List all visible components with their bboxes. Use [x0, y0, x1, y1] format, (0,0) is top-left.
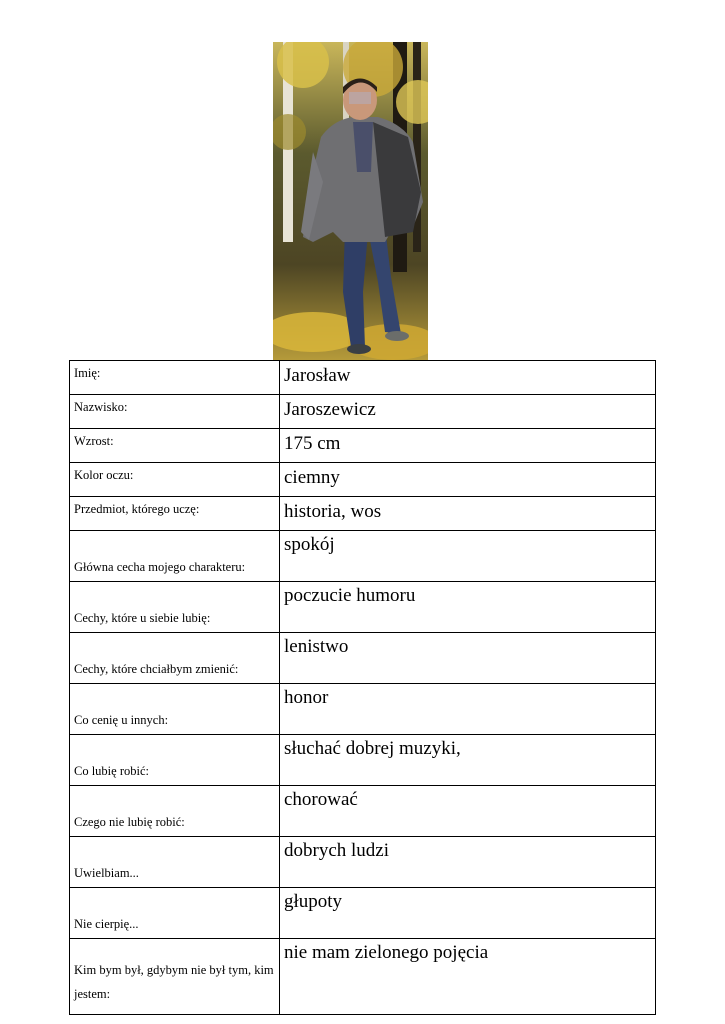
row-label-likes-doing: Co lubię robić:: [70, 735, 280, 786]
row-value-liked-traits: poczucie humoru: [280, 582, 656, 633]
row-label-last-name: Nazwisko:: [70, 395, 280, 429]
row-value-height: 175 cm: [280, 429, 656, 463]
row-label-loves: Uwielbiam...: [70, 837, 280, 888]
row-label-dislikes-doing: Czego nie lubię robić:: [70, 786, 280, 837]
row-value-loves: dobrych ludzi: [280, 837, 656, 888]
row-label-traits-to-change: Cechy, które chciałbym zmienić:: [70, 633, 280, 684]
row-label-valued-in-others: Co cenię u innych:: [70, 684, 280, 735]
row-value-alternate-self: nie mam zielonego pojęcia: [280, 939, 656, 1015]
table-row: [70, 361, 656, 395]
table-row: [70, 888, 656, 939]
row-label-alternate-self: Kim bym był, gdybym nie był tym, kim jestem:: [70, 939, 280, 1015]
row-label-height: Wzrost:: [70, 429, 280, 463]
table-row: [70, 735, 656, 786]
table-row: [70, 786, 656, 837]
person-photo: [273, 42, 428, 360]
table-row: [70, 463, 656, 497]
table-row: [70, 531, 656, 582]
row-value-subject: historia, wos: [280, 497, 656, 531]
row-label-main-trait: Główna cecha mojego charakteru:: [70, 531, 280, 582]
table-row: [70, 582, 656, 633]
table-row: [70, 837, 656, 888]
row-value-main-trait: spokój: [280, 531, 656, 582]
row-value-likes-doing: słuchać dobrej muzyki,: [280, 735, 656, 786]
table-row: [70, 633, 656, 684]
profile-table: [69, 360, 656, 1015]
table-row: [70, 497, 656, 531]
table-row: [70, 429, 656, 463]
table-row: [70, 395, 656, 429]
row-value-last-name: Jaroszewicz: [280, 395, 656, 429]
row-label-eye-color: Kolor oczu:: [70, 463, 280, 497]
table-row: [70, 939, 656, 1015]
row-label-first-name: Imię:: [70, 361, 280, 395]
table-row: [70, 684, 656, 735]
row-label-hates: Nie cierpię...: [70, 888, 280, 939]
row-value-dislikes-doing: chorować: [280, 786, 656, 837]
row-value-valued-in-others: honor: [280, 684, 656, 735]
row-label-liked-traits: Cechy, które u siebie lubię:: [70, 582, 280, 633]
row-label-subject: Przedmiot, którego uczę:: [70, 497, 280, 531]
row-value-first-name: Jarosław: [280, 361, 656, 395]
row-value-hates: głupoty: [280, 888, 656, 939]
row-value-traits-to-change: lenistwo: [280, 633, 656, 684]
row-value-eye-color: ciemny: [280, 463, 656, 497]
